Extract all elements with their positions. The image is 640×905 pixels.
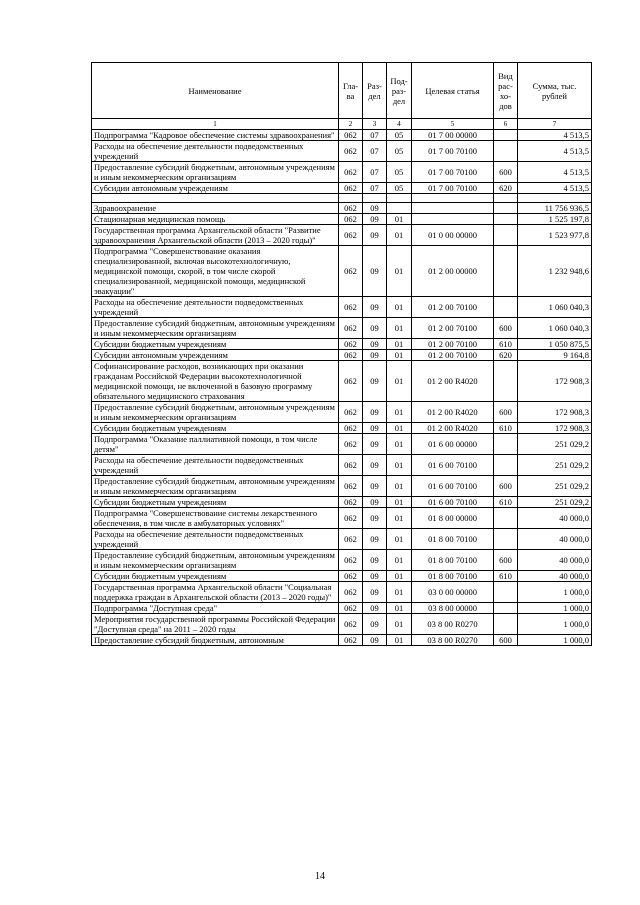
table-row	[92, 476, 592, 497]
row-target	[412, 214, 494, 225]
row-razdel: 09	[363, 350, 387, 361]
row-target: 01 8 00 70100	[412, 571, 494, 582]
row-razdel: 09	[363, 635, 387, 646]
row-target: 01 0 00 00000	[412, 225, 494, 246]
row-sum: 1 000,0	[518, 582, 592, 603]
row-target: 01 7 00 70100	[412, 183, 494, 194]
row-sum: 40 000,0	[518, 571, 592, 582]
row-glava: 062	[339, 339, 363, 350]
row-name: Предоставление субсидий бюджетным, автономным учреждениям и иным некоммерческим организациям	[92, 402, 339, 423]
row-glava: 062	[339, 497, 363, 508]
row-target: 01 6 00 70100	[412, 455, 494, 476]
row-podrazdel: 05	[387, 183, 412, 194]
row-name: Субсидии бюджетным учреждениям	[92, 423, 339, 434]
row-name: Подпрограмма "Совершенствование системы лекарственного обеспечения, в том числе в амбулаторных условиях"	[92, 508, 339, 529]
table-row	[92, 455, 592, 476]
row-glava: 062	[339, 203, 363, 214]
table-row	[92, 550, 592, 571]
row-name: Расходы на обеспечение деятельности подведомственных учреждений	[92, 297, 339, 318]
row-sum: 1 000,0	[518, 603, 592, 614]
row-podrazdel: 01	[387, 582, 412, 603]
table-row	[92, 225, 592, 246]
row-name: Мероприятия государственной программы Российской Федерации "Доступная среда" на 2011 – 2020 годы	[92, 614, 339, 635]
row-sum: 1 050 875,5	[518, 339, 592, 350]
row-podrazdel: 05	[387, 141, 412, 162]
row-podrazdel: 01	[387, 455, 412, 476]
row-sum: 1 060 040,3	[518, 318, 592, 339]
row-podrazdel: 01	[387, 225, 412, 246]
row-vid: 600	[494, 635, 518, 646]
row-glava: 062	[339, 318, 363, 339]
spacer-cell	[363, 194, 387, 203]
row-razdel: 09	[363, 214, 387, 225]
row-sum: 4 513,5	[518, 141, 592, 162]
row-glava: 062	[339, 141, 363, 162]
table-row	[92, 214, 592, 225]
row-name: Предоставление субсидий бюджетным, автономным учреждениям и иным некоммерческим организациям	[92, 318, 339, 339]
row-target: 01 7 00 00000	[412, 130, 494, 141]
header-razdel: Раз-дел	[363, 63, 387, 119]
header-name: Наименование	[92, 63, 339, 119]
row-podrazdel: 01	[387, 497, 412, 508]
row-sum: 172 908,3	[518, 423, 592, 434]
row-glava: 062	[339, 423, 363, 434]
table-row	[92, 508, 592, 529]
row-name: Расходы на обеспечение деятельности подведомственных учреждений	[92, 141, 339, 162]
row-vid	[494, 508, 518, 529]
row-glava: 062	[339, 214, 363, 225]
table-row	[92, 635, 592, 646]
spacer-cell	[412, 194, 494, 203]
row-glava: 062	[339, 582, 363, 603]
header-number: 3	[363, 119, 387, 130]
row-target: 01 2 00 70100	[412, 297, 494, 318]
row-target: 01 2 00 R4020	[412, 423, 494, 434]
table-row	[92, 582, 592, 603]
spacer-row	[92, 194, 592, 203]
row-target: 03 8 00 00000	[412, 603, 494, 614]
row-razdel: 09	[363, 434, 387, 455]
row-razdel: 09	[363, 508, 387, 529]
table-row	[92, 497, 592, 508]
row-razdel: 09	[363, 455, 387, 476]
header-glava: Гла-ва	[339, 63, 363, 119]
row-vid: 610	[494, 497, 518, 508]
row-razdel: 09	[363, 339, 387, 350]
row-name: Предоставление субсидий бюджетным, автономным	[92, 635, 339, 646]
row-vid: 610	[494, 423, 518, 434]
row-target: 03 8 00 R0270	[412, 614, 494, 635]
row-razdel: 07	[363, 183, 387, 194]
row-target: 01 7 00 70100	[412, 162, 494, 183]
row-razdel: 09	[363, 402, 387, 423]
row-glava: 062	[339, 130, 363, 141]
row-vid	[494, 361, 518, 402]
header-number: 4	[387, 119, 412, 130]
row-razdel: 09	[363, 297, 387, 318]
table-row	[92, 183, 592, 194]
row-sum: 4 513,5	[518, 183, 592, 194]
row-name: Предоставление субсидий бюджетным, автономным учреждениям и иным некоммерческим организациям	[92, 162, 339, 183]
table-row	[92, 529, 592, 550]
row-glava: 062	[339, 434, 363, 455]
row-glava: 062	[339, 571, 363, 582]
row-vid: 620	[494, 350, 518, 361]
row-target: 01 6 00 70100	[412, 497, 494, 508]
row-podrazdel: 01	[387, 402, 412, 423]
row-name: Субсидии бюджетным учреждениям	[92, 339, 339, 350]
row-target: 01 8 00 00000	[412, 508, 494, 529]
table-body	[92, 130, 592, 646]
row-vid: 620	[494, 183, 518, 194]
row-glava: 062	[339, 603, 363, 614]
row-podrazdel: 01	[387, 550, 412, 571]
table-row	[92, 297, 592, 318]
row-razdel: 09	[363, 203, 387, 214]
table-row	[92, 318, 592, 339]
row-target: 01 2 00 70100	[412, 318, 494, 339]
row-glava: 062	[339, 225, 363, 246]
row-name: Субсидии автономным учреждениям	[92, 183, 339, 194]
row-target: 03 8 00 R0270	[412, 635, 494, 646]
row-name: Предоставление субсидий бюджетным, автономным учреждениям и иным некоммерческим организациям	[92, 550, 339, 571]
header-target: Целевая статья	[412, 63, 494, 119]
row-target: 01 7 00 70100	[412, 141, 494, 162]
row-name: Расходы на обеспечение деятельности подведомственных учреждений	[92, 455, 339, 476]
row-razdel: 09	[363, 476, 387, 497]
row-name: Субсидии бюджетным учреждениям	[92, 571, 339, 582]
row-glava: 062	[339, 529, 363, 550]
row-razdel: 09	[363, 423, 387, 434]
row-vid	[494, 130, 518, 141]
spacer-cell	[339, 194, 363, 203]
row-razdel: 09	[363, 361, 387, 402]
row-razdel: 09	[363, 529, 387, 550]
budget-table	[91, 62, 592, 646]
row-podrazdel: 01	[387, 297, 412, 318]
header-podrazdel: Под-раз-дел	[387, 63, 412, 119]
row-vid: 600	[494, 402, 518, 423]
row-sum: 11 756 936,5	[518, 203, 592, 214]
row-podrazdel: 01	[387, 423, 412, 434]
row-podrazdel: 01	[387, 318, 412, 339]
row-glava: 062	[339, 402, 363, 423]
row-name: Стационарная медицинская помощь	[92, 214, 339, 225]
row-podrazdel: 01	[387, 529, 412, 550]
row-vid	[494, 529, 518, 550]
row-razdel: 07	[363, 130, 387, 141]
row-sum: 40 000,0	[518, 529, 592, 550]
row-glava: 062	[339, 246, 363, 297]
row-target: 01 2 00 R4020	[412, 402, 494, 423]
row-vid	[494, 434, 518, 455]
row-name: Подпрограмма "Кадровое обеспечение системы здравоохранения"	[92, 130, 339, 141]
row-vid: 610	[494, 571, 518, 582]
row-target: 01 2 00 R4020	[412, 361, 494, 402]
row-glava: 062	[339, 350, 363, 361]
row-vid	[494, 203, 518, 214]
header-number: 2	[339, 119, 363, 130]
spacer-cell	[518, 194, 592, 203]
row-podrazdel: 01	[387, 434, 412, 455]
row-podrazdel: 01	[387, 635, 412, 646]
row-vid: 600	[494, 550, 518, 571]
header-number: 7	[518, 119, 592, 130]
header-numbers-row	[92, 119, 592, 130]
row-vid: 610	[494, 339, 518, 350]
row-podrazdel: 05	[387, 162, 412, 183]
row-podrazdel: 01	[387, 476, 412, 497]
row-name: Субсидии бюджетным учреждениям	[92, 497, 339, 508]
row-vid	[494, 582, 518, 603]
row-vid	[494, 214, 518, 225]
row-vid	[494, 225, 518, 246]
row-sum: 172 908,3	[518, 402, 592, 423]
table-row	[92, 614, 592, 635]
row-podrazdel: 01	[387, 361, 412, 402]
row-name: Подпрограмма "Доступная среда"	[92, 603, 339, 614]
row-razdel: 09	[363, 603, 387, 614]
header-number: 6	[494, 119, 518, 130]
row-target: 01 8 00 70100	[412, 529, 494, 550]
row-glava: 062	[339, 614, 363, 635]
row-glava: 062	[339, 455, 363, 476]
row-razdel: 09	[363, 614, 387, 635]
row-sum: 172 908,3	[518, 361, 592, 402]
row-glava: 062	[339, 550, 363, 571]
row-sum: 1 000,0	[518, 635, 592, 646]
page-number: 14	[315, 871, 325, 882]
row-podrazdel: 01	[387, 246, 412, 297]
row-target: 01 6 00 00000	[412, 434, 494, 455]
row-vid	[494, 297, 518, 318]
row-name: Подпрограмма "Совершенствование оказания специализированной, включая высокотехнологичную, медицинской помощи, скорой, в том числе скорой специализированной, медицинской помощи, медицинской эвакуации"	[92, 246, 339, 297]
table-row	[92, 350, 592, 361]
row-podrazdel: 01	[387, 614, 412, 635]
row-glava: 062	[339, 183, 363, 194]
spacer-cell	[494, 194, 518, 203]
row-glava: 062	[339, 635, 363, 646]
table-row	[92, 571, 592, 582]
row-razdel: 09	[363, 318, 387, 339]
row-razdel: 09	[363, 497, 387, 508]
row-name: Государственная программа Архангельской области "Развитие здравоохранения Архангельской области (2013 – 2020 годы)"	[92, 225, 339, 246]
row-target: 01 2 00 70100	[412, 350, 494, 361]
table-row	[92, 434, 592, 455]
row-target: 03 0 00 00000	[412, 582, 494, 603]
row-target	[412, 203, 494, 214]
row-sum: 9 164,8	[518, 350, 592, 361]
row-glava: 062	[339, 476, 363, 497]
row-razdel: 07	[363, 141, 387, 162]
row-razdel: 07	[363, 162, 387, 183]
row-sum: 251 029,2	[518, 476, 592, 497]
row-glava: 062	[339, 162, 363, 183]
row-podrazdel: 01	[387, 508, 412, 529]
row-sum: 1 523 977,8	[518, 225, 592, 246]
row-vid	[494, 246, 518, 297]
row-sum: 40 000,0	[518, 550, 592, 571]
row-podrazdel: 01	[387, 339, 412, 350]
row-podrazdel: 01	[387, 603, 412, 614]
row-target: 01 2 00 70100	[412, 339, 494, 350]
row-name: Софинансирование расходов, возникающих при оказании гражданам Российской Федерации высокотехнологичной медицинской помощи, не включенной в базовую программу обязательного медицинского страхования	[92, 361, 339, 402]
row-sum: 251 029,2	[518, 455, 592, 476]
row-glava: 062	[339, 297, 363, 318]
table-row	[92, 141, 592, 162]
row-podrazdel	[387, 203, 412, 214]
header-sum: Сумма, тыс. рублей	[518, 63, 592, 119]
row-target: 01 2 00 00000	[412, 246, 494, 297]
row-razdel: 09	[363, 225, 387, 246]
row-glava: 062	[339, 508, 363, 529]
table-row	[92, 203, 592, 214]
row-sum: 1 060 040,3	[518, 297, 592, 318]
table-row	[92, 246, 592, 297]
row-sum: 251 029,2	[518, 434, 592, 455]
row-podrazdel: 01	[387, 214, 412, 225]
spacer-cell	[92, 194, 339, 203]
row-glava: 062	[339, 361, 363, 402]
row-sum: 1 232 948,6	[518, 246, 592, 297]
row-sum: 4 513,5	[518, 130, 592, 141]
row-name: Расходы на обеспечение деятельности подведомственных учреждений	[92, 529, 339, 550]
row-sum: 1 525 197,8	[518, 214, 592, 225]
row-razdel: 09	[363, 246, 387, 297]
row-name: Предоставление субсидий бюджетным, автономным учреждениям и иным некоммерческим организациям	[92, 476, 339, 497]
table-row	[92, 361, 592, 402]
table-row	[92, 339, 592, 350]
row-vid	[494, 455, 518, 476]
header-row	[92, 63, 592, 119]
header-number: 5	[412, 119, 494, 130]
row-target: 01 6 00 70100	[412, 476, 494, 497]
row-vid: 600	[494, 162, 518, 183]
table-row	[92, 423, 592, 434]
row-razdel: 09	[363, 571, 387, 582]
row-sum: 4 513,5	[518, 162, 592, 183]
row-name: Подпрограмма "Оказание паллиативной помощи, в том числе детям"	[92, 434, 339, 455]
spacer-cell	[387, 194, 412, 203]
row-vid	[494, 603, 518, 614]
row-podrazdel: 05	[387, 130, 412, 141]
row-razdel: 09	[363, 582, 387, 603]
table-row	[92, 162, 592, 183]
row-vid	[494, 614, 518, 635]
row-vid	[494, 141, 518, 162]
header-vid: Вид рас-хо-дов	[494, 63, 518, 119]
header-number: 1	[92, 119, 339, 130]
table-row	[92, 130, 592, 141]
row-sum: 1 000,0	[518, 614, 592, 635]
row-podrazdel: 01	[387, 571, 412, 582]
row-vid: 600	[494, 318, 518, 339]
row-name: Государственная программа Архангельской области "Социальная поддержка граждан в Архангельской области (2013 – 2020 годы)"	[92, 582, 339, 603]
row-razdel: 09	[363, 550, 387, 571]
row-sum: 251 029,2	[518, 497, 592, 508]
table-row	[92, 603, 592, 614]
row-name: Здравоохранение	[92, 203, 339, 214]
row-target: 01 8 00 70100	[412, 550, 494, 571]
row-vid: 600	[494, 476, 518, 497]
row-podrazdel: 01	[387, 350, 412, 361]
row-name: Субсидии автономным учреждениям	[92, 350, 339, 361]
table-row	[92, 402, 592, 423]
row-sum: 40 000,0	[518, 508, 592, 529]
